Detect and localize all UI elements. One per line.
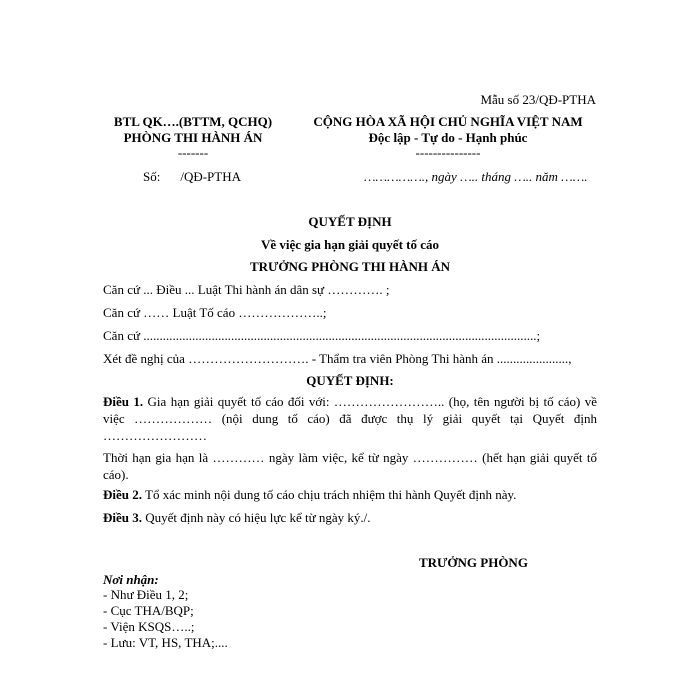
article-3-text: Quyết định này có hiệu lực kể từ ngày ký./.	[142, 510, 371, 525]
article-2-text: Tổ xác minh nội dung tố cáo chịu trách nhiệm thi hành Quyết định này.	[142, 487, 517, 502]
document-number	[143, 169, 241, 185]
recipient-item: - Lưu: VT, HS, THA;....	[103, 635, 228, 650]
article-3	[103, 510, 371, 526]
article-1-text: Gia hạn giải quyết tố cáo đối với: …………………….. (họ, tên người bị tố cáo) về việc ……………… (nội dung tố cáo) đã được thụ lý giải quyết tại Quyết định ……………………	[103, 394, 597, 443]
place-date: ……………., ngày ….. tháng ….. năm …….	[364, 169, 588, 184]
legal-basis-1: Căn cứ ... Điều ... Luật Thi hành án dân sự …………. ;	[103, 282, 390, 297]
article-3-label: Điều 3.	[103, 510, 142, 525]
article-1	[103, 393, 597, 444]
recipients-label: Nơi nhận:	[103, 572, 159, 587]
recipient-item: - Viện KSQS…..;	[103, 619, 195, 634]
number-label: Số:	[143, 169, 161, 184]
signature-title: TRƯỞNG PHÒNG	[419, 555, 528, 570]
legal-basis-2: Căn cứ …… Luật Tố cáo ………………..;	[103, 305, 327, 320]
recipient-item: - Cục THA/BQP;	[103, 603, 194, 618]
agency-rule: -------	[177, 145, 209, 160]
issuing-authority: TRƯỞNG PHÒNG THI HÀNH ÁN	[249, 259, 451, 274]
document-title: QUYẾT ĐỊNH	[308, 214, 392, 229]
number-suffix: /QĐ-PTHA	[180, 169, 242, 184]
motto-rule: ---------------	[415, 145, 481, 160]
legal-basis-3: Căn cứ .........................................................................................................................;	[103, 328, 541, 343]
article-2-label: Điều 2.	[103, 487, 142, 502]
proposal-basis: Xét đề nghị của ………………………. - Thẩm tra viên Phòng Thi hành án ......................,	[103, 351, 572, 366]
agency-name: PHÒNG THI HÀNH ÁN	[123, 130, 263, 145]
article-1-label: Điều 1.	[103, 394, 144, 409]
article-2	[103, 487, 516, 503]
nation-title: CỘNG HÒA XÃ HỘI CHỦ NGHĨA VIỆT NAM	[313, 114, 583, 129]
recipient-item: - Như Điều 1, 2;	[103, 587, 189, 602]
decision-heading: QUYẾT ĐỊNH:	[306, 373, 394, 388]
form-number: Mẫu số 23/QĐ-PTHA	[480, 92, 596, 107]
agency-parent: BTL QK….(BTTM, QCHQ)	[113, 114, 273, 129]
motto: Độc lập - Tự do - Hạnh phúc	[368, 130, 528, 145]
document-subject: Về việc gia hạn giải quyết tố cáo	[260, 237, 439, 252]
article-1-extension: Thời hạn gia hạn là ………… ngày làm việc, kể từ ngày …………… (hết hạn giải quyết tố cáo).	[103, 450, 597, 482]
